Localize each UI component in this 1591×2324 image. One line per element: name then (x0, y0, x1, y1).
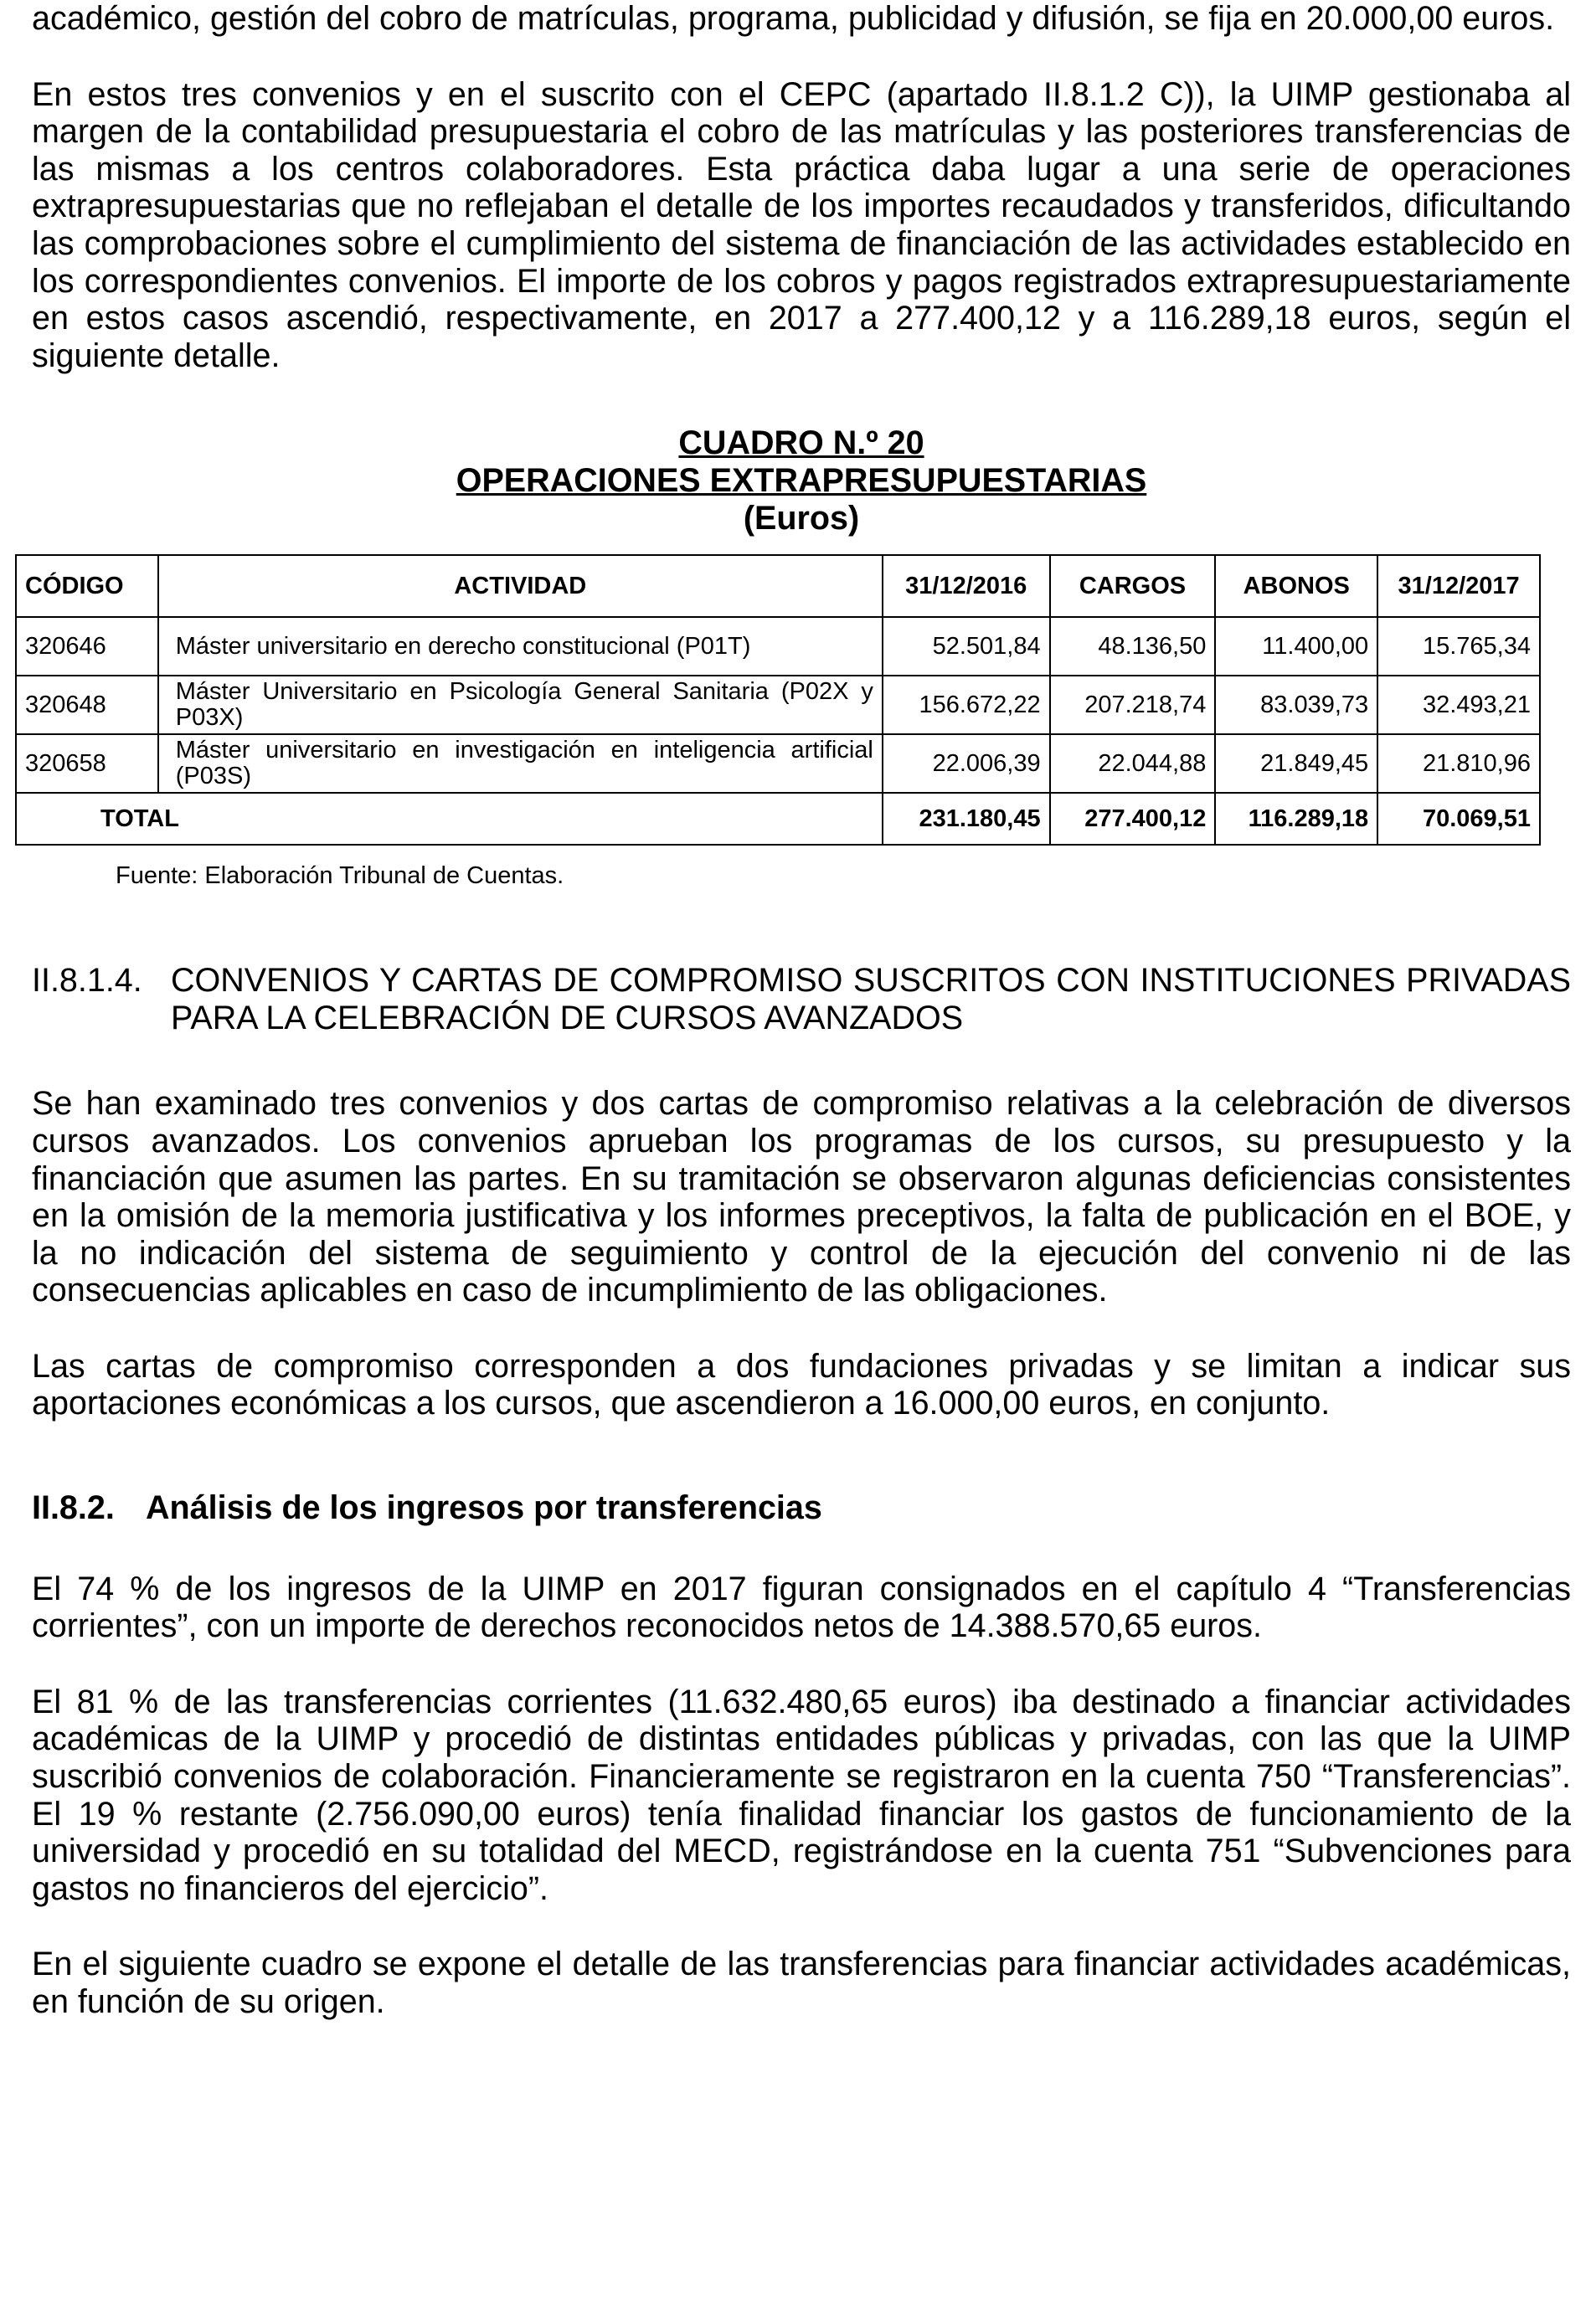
cell-cargos: 48.136,50 (1050, 617, 1216, 676)
table-row (16, 676, 1540, 734)
cell-cargos: 22.044,88 (1050, 734, 1216, 793)
cell-total-2017: 70.069,51 (1377, 793, 1540, 845)
cell-2016: 22.006,39 (883, 734, 1050, 793)
table-total-row (16, 793, 1540, 845)
paragraph-cuadro-intro: En el siguiente cuadro se expone el detalle de las transferencias para financiar actividades académicas, en función de su origen. (32, 1946, 1571, 2020)
table-caption-units: (Euros) (743, 499, 860, 537)
paragraph-81-percent: El 81 % de las transferencias corrientes (11.632.480,65 euros) iba destinado a financiar actividades académicas de la UIMP y procedió de distintas entidades públicas y privadas, con las que la UIMP suscribió convenios de colaboración. Financieramente se registraron en la cuenta 750 “Transferencias”. El 19 % restante (2.756.090,00 euros) tenía finalidad financiar los gastos de funcionamiento de la universidad y procedió en su totalidad del MECD, registrándose en la cuenta 751 “Subvenciones para gastos no financieros del ejercicio”. (32, 1683, 1571, 1907)
table-caption-number: CUADRO N.º 20 (678, 424, 924, 462)
header-codigo: CÓDIGO (16, 555, 158, 617)
subsection-title: Análisis de los ingresos por transferencias (146, 1489, 822, 1527)
paragraph-74-percent: El 74 % de los ingresos de la UIMP en 2017 figuran consignados en el capítulo 4 “Transferencias corrientes”, con un importe de derechos reconocidos netos de 14.388.570,65 euros. (32, 1570, 1571, 1645)
table-row (16, 617, 1540, 676)
cell-activity: Máster universitario en investigación en inteligencia artificial (P03S) (158, 734, 883, 793)
paragraph-cartas: Las cartas de compromiso corresponden a dos fundaciones privadas y se limitan a indicar sus aportaciones económicas a los cursos, que ascendieron a 16.000,00 euros, en conjunto. (32, 1347, 1571, 1422)
cell-total-label: TOTAL (16, 793, 883, 845)
table-source: Fuente: Elaboración Tribunal de Cuentas. (116, 862, 564, 890)
cell-2016: 52.501,84 (883, 617, 1050, 676)
cell-abonos: 83.039,73 (1215, 676, 1377, 734)
section-heading-transferencias (32, 1489, 1571, 1527)
table-row (16, 734, 1540, 793)
operations-table (15, 554, 1541, 846)
table-header-row (16, 555, 1540, 617)
cell-total-2016: 231.180,45 (883, 793, 1050, 845)
section-number: II.8.1.4. (32, 962, 142, 1000)
document-page (25, 0, 1571, 2021)
header-2016: 31/12/2016 (883, 555, 1050, 617)
header-abonos: ABONOS (1215, 555, 1377, 617)
cell-activity: Máster universitario en derecho constitucional (P01T) (158, 617, 883, 676)
cell-abonos: 11.400,00 (1215, 617, 1377, 676)
subsection-number: II.8.2. (32, 1489, 115, 1527)
cell-2017: 21.810,96 (1377, 734, 1540, 793)
section-title: CONVENIOS Y CARTAS DE COMPROMISO SUSCRITOS CON INSTITUCIONES PRIVADAS PARA LA CELEBRACIÓN DE CURSOS AVANZADOS (171, 962, 1571, 1036)
paragraph-intro-tail: académico, gestión del cobro de matrículas, programa, publicidad y difusión, se fija en 20.000,00 euros. (32, 0, 1555, 37)
cell-abonos: 21.849,45 (1215, 734, 1377, 793)
cell-total-cargos: 277.400,12 (1050, 793, 1216, 845)
table-caption (32, 424, 1571, 537)
header-actividad: ACTIVIDAD (158, 555, 883, 617)
cell-2016: 156.672,22 (883, 676, 1050, 734)
section-heading-convenios (32, 962, 1571, 1036)
cell-2017: 15.765,34 (1377, 617, 1540, 676)
paragraph-convenios: En estos tres convenios y en el suscrito con el CEPC (apartado II.8.1.2 C)), la UIMP gestionaba al margen de la contabilidad presupuestaria el cobro de las matrículas y las posteriores transferencias de las mismas a los centros colaboradores. Esta práctica daba lugar a una serie de operaciones extrapresupuestarias que no reflejaban el detalle de los importes recaudados y transferidos, dificultando las comprobaciones sobre el cumplimiento del sistema de financiación de las actividades establecido en los correspondientes convenios. El importe de los cobros y pagos registrados extrapresupuestariamente en estos casos ascendió, respectivamente, en 2017 a 277.400,12 y a 116.289,18 euros, según el siguiente detalle. (32, 75, 1571, 374)
header-cargos: CARGOS (1050, 555, 1216, 617)
header-2017: 31/12/2017 (1377, 555, 1540, 617)
cell-code: 320646 (16, 617, 158, 676)
cell-total-abonos: 116.289,18 (1215, 793, 1377, 845)
cell-activity: Máster Universitario en Psicología General Sanitaria (P02X y P03X) (158, 676, 883, 734)
table-caption-title: OPERACIONES EXTRAPRESUPUESTARIAS (456, 461, 1147, 499)
paragraph-examined: Se han examinado tres convenios y dos cartas de compromiso relativas a la celebración de diversos cursos avanzados. Los convenios aprueban los programas de los cursos, su presupuesto y la financiación que asumen las partes. En su tramitación se observaron algunas deficiencias consistentes en la omisión de la memoria justificativa y los informes preceptivos, la falta de publicación en el BOE, y la no indicación del sistema de seguimiento y control de la ejecución del convenio ni de las consecuencias aplicables en caso de incumplimiento de las obligaciones. (32, 1085, 1571, 1309)
cell-code: 320658 (16, 734, 158, 793)
cell-2017: 32.493,21 (1377, 676, 1540, 734)
cell-cargos: 207.218,74 (1050, 676, 1216, 734)
cell-code: 320648 (16, 676, 158, 734)
